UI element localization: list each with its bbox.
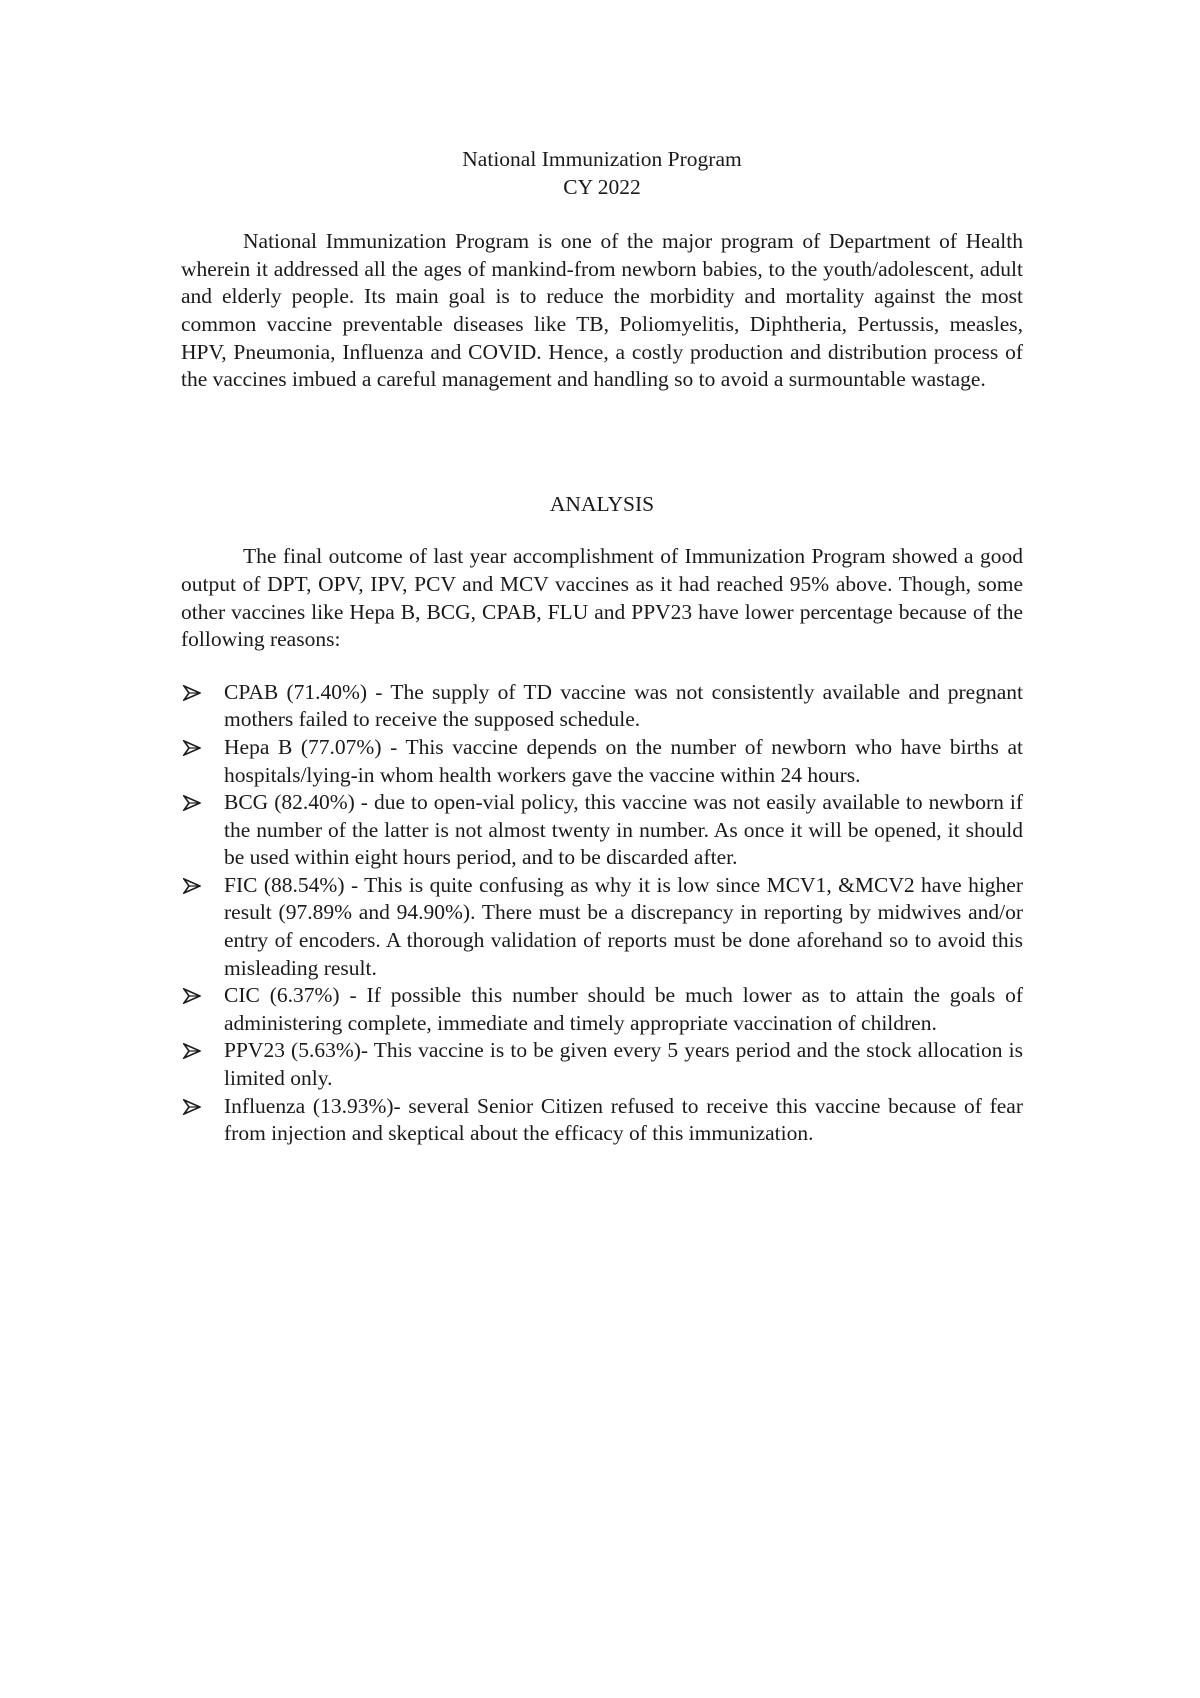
analysis-heading: ANALYSIS [549, 491, 655, 516]
list-item [181, 1037, 1023, 1092]
list-item [181, 734, 1023, 789]
arrowhead-bullet-icon [183, 872, 203, 899]
reason-text: FIC (88.54%) - This is quite confusing as why it is low since MCV1, &MCV2 have higher result (97.89% and 94.90%). There must be a discrepancy in reporting by midwives and/or entry of encoders. A thorough validation of reports must be done aforehand so to avoid this misleading result. [224, 872, 1023, 980]
list-item [181, 872, 1023, 982]
arrowhead-bullet-icon [183, 789, 203, 816]
list-item [181, 789, 1023, 872]
analysis-paragraph: The final outcome of last year accomplishment of Immunization Program showed a good output of DPT, OPV, IPV, PCV and MCV vaccines as it had reached 95% above. Though, some other vaccines like Hepa B, BCG, CPAB, FLU and PPV23 have lower percentage because of the following reasons: [181, 544, 1023, 652]
document-subtitle: CY 2022 [563, 174, 641, 199]
reasons-list [181, 679, 1023, 1148]
arrowhead-bullet-icon [183, 1037, 203, 1064]
reason-text: CPAB (71.40%) - The supply of TD vaccine was not consistently available and pregnant mothers failed to receive the supposed schedule. [224, 679, 1023, 732]
arrowhead-bullet-icon [183, 734, 203, 761]
list-item [181, 1093, 1023, 1148]
arrowhead-bullet-icon [183, 679, 203, 706]
reason-text: CIC (6.37%) - If possible this number should be much lower as to attain the goals of administering complete, immediate and timely appropriate vaccination of children. [224, 983, 1023, 1035]
arrowhead-bullet-icon [183, 982, 203, 1009]
reason-text: PPV23 (5.63%)- This vaccine is to be given every 5 years period and the stock allocation is limited only. [224, 1038, 1023, 1091]
document-body [181, 146, 1023, 1148]
intro-paragraph: National Immunization Program is one of the major program of Department of Health wherein it addressed all the ages of mankind-from newborn babies, to the youth/adolescent, adult and elderly people. Its main goal is to reduce the morbidity and mortality against the most common vaccine preventable diseases like TB, Poliomyelitis, Diphtheria, Pertussis, measles, HPV, Pneumonia, Influenza and COVID. Hence, a costly production and distribution process of the vaccines imbued a careful management and handling so to avoid a surmountable wastage. [181, 229, 1023, 392]
document-title: National Immunization Program [462, 147, 742, 171]
reason-text: BCG (82.40%) - due to open-vial policy, this vaccine was not easily available to newborn if the number of the latter is not almost twenty in number. As once it will be opened, it should be used within eight hours period, and to be discarded after. [224, 790, 1023, 870]
arrowhead-bullet-icon [183, 1093, 203, 1120]
reason-text: Influenza (13.93%)- several Senior Citizen refused to receive this vaccine because of fear from injection and skeptical about the efficacy of this immunization. [224, 1093, 1023, 1146]
reason-text: Hepa B (77.07%) - This vaccine depends on the number of newborn who have births at hospitals/lying-in whom health workers gave the vaccine within 24 hours. [224, 734, 1023, 787]
list-item [181, 679, 1023, 734]
list-item [181, 982, 1023, 1037]
